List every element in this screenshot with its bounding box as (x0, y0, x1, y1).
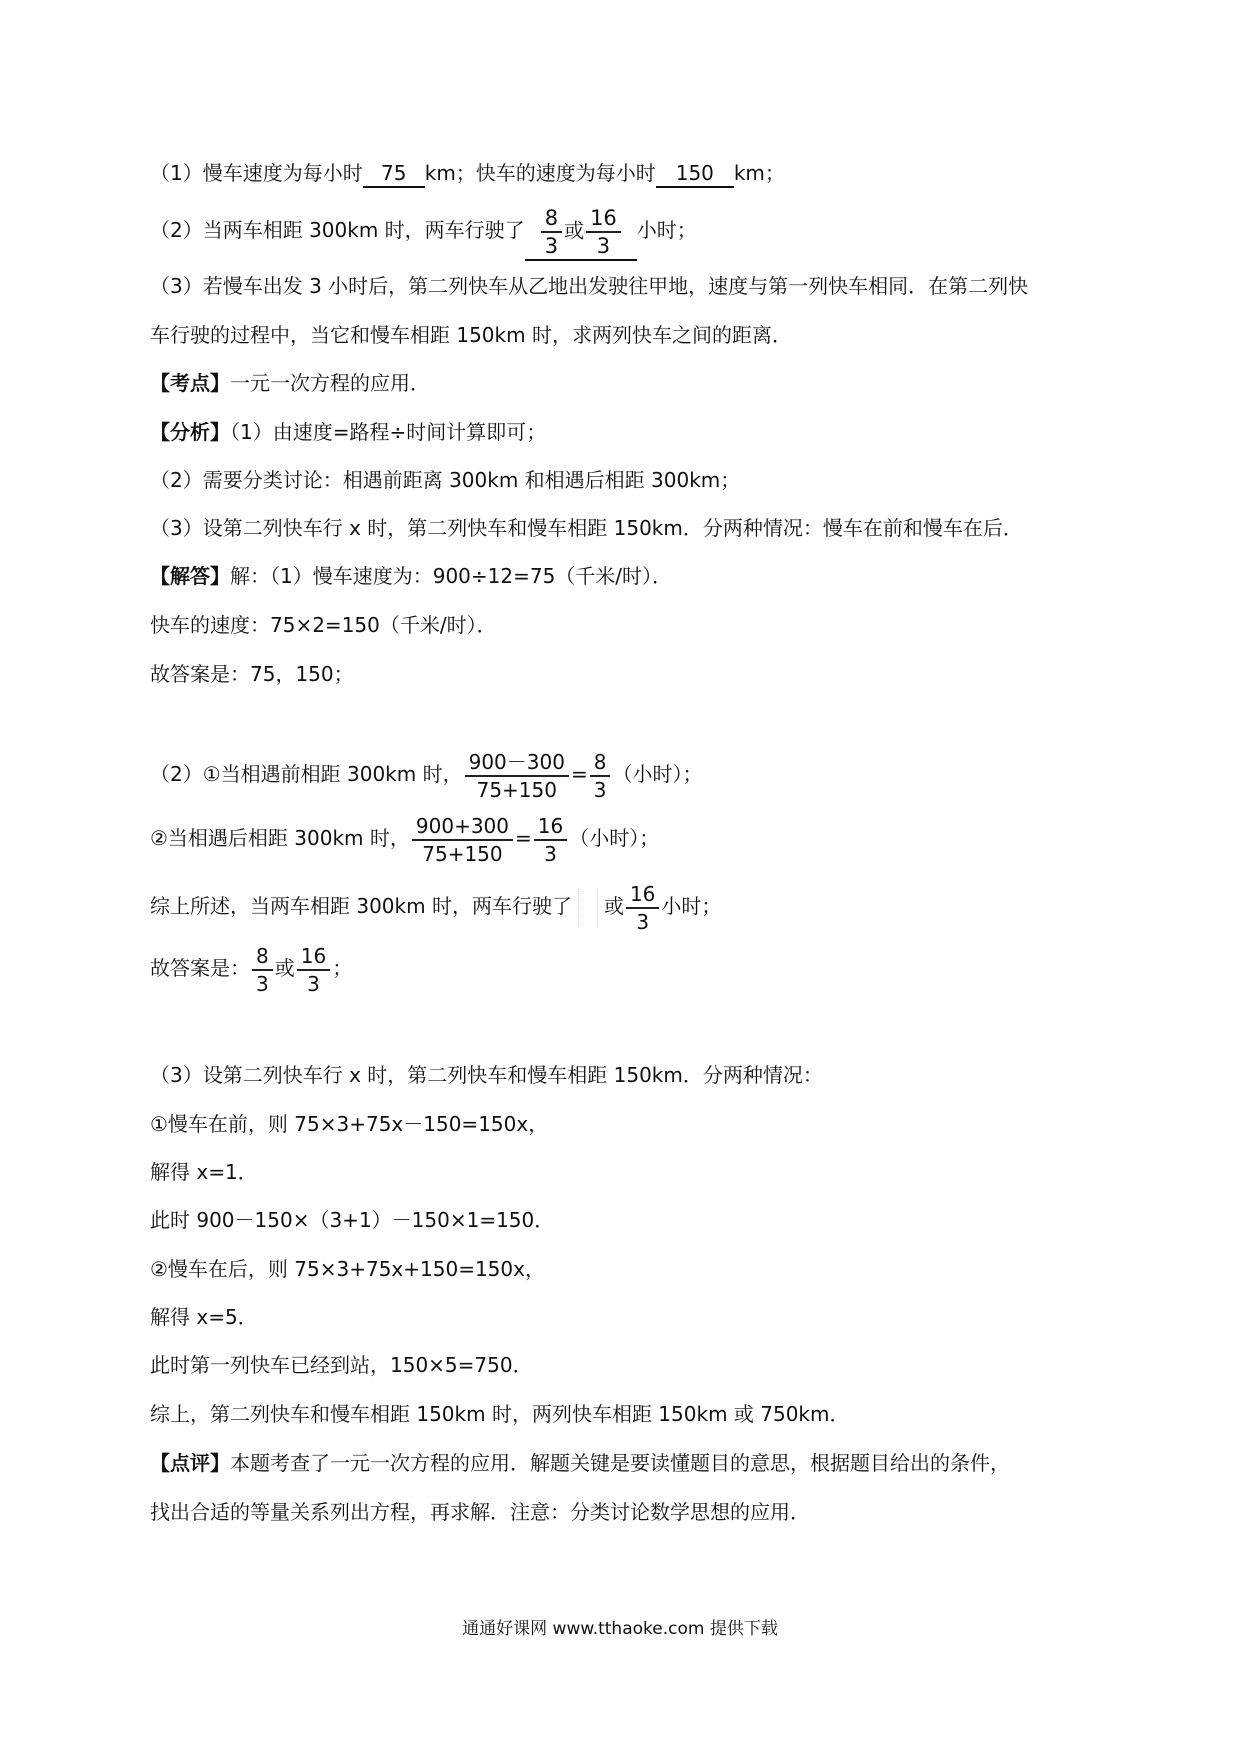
part3-line-2: ①慢车在前，则 75×3+75x－150=150x， (150, 1112, 549, 1136)
part3-line-7: 此时第一列快车已经到站，150×5=750． (150, 1353, 533, 1377)
question-1 (150, 158, 785, 188)
part2-a-suffix: （小时）； (612, 762, 703, 786)
question-3-line-2: 车行驶的过程中，当它和慢车相距 150km 时，求两列快车之间的距离． (150, 323, 792, 347)
dianping-line-2: 找出合适的等量关系列出方程，再求解．注意：分类讨论数学思想的应用． (150, 1500, 810, 1524)
part3-line-8: 综上，第二列快车和慢车相距 150km 时，两列快车相距 150km 或 750km． (150, 1402, 850, 1426)
q2-answer-blank (525, 205, 637, 261)
part2-a-equals: = (570, 762, 588, 786)
q1-middle: km；快车的速度为每小时 (424, 161, 656, 185)
footer-source: 通通好课网 www.tthaoke.com 提供下载 (462, 1619, 778, 1639)
q2-fraction-8-3: $\frac{8}{3}$ (541, 205, 562, 259)
part2-c-fraction: $\frac{16}{3}$ (626, 881, 659, 935)
part2-d-prefix: 故答案是： (150, 956, 250, 980)
q1-suffix: km； (733, 161, 785, 185)
part2-c-or: 或 (603, 894, 624, 918)
dianping-text-1: 本题考查了一元一次方程的应用．解题关键是要读懂题目的意思，根据题目给出的条件， (230, 1451, 1010, 1475)
part2-line-a (150, 746, 702, 803)
part3-line-3: 解得 x=1． (150, 1160, 258, 1184)
part2-b-fraction: $\frac{900+300}{75+150}$ (412, 813, 513, 867)
part2-line-b (150, 810, 659, 867)
q2-prefix: （2）当两车相距 300km 时，两车行驶了 (150, 218, 525, 242)
jieda-line-3: 故答案是：75，150； (150, 662, 354, 686)
part2-b-result: $\frac{16}{3}$ (534, 813, 567, 867)
fenxi-line-1 (150, 417, 546, 447)
q2-or: 或 (564, 218, 585, 242)
part2-d-fraction-1: $\frac{8}{3}$ (252, 943, 273, 997)
kaodian-text: 一元一次方程的应用． (230, 371, 430, 395)
jieda-tag: 【解答】 (150, 564, 230, 588)
jieda-line-2: 快车的速度：75×2=150（千米/时）． (150, 613, 497, 637)
dianping-tag: 【点评】 (150, 1451, 230, 1475)
fenxi-tag: 【分析】 (150, 420, 230, 444)
part2-d-fraction-2: $\frac{16}{3}$ (297, 943, 330, 997)
kaodian (150, 368, 430, 398)
part2-line-c (150, 878, 721, 935)
part2-b-prefix: ②当相遇后相距 300km 时， (150, 826, 410, 850)
part2-b-suffix: （小时）； (569, 826, 660, 850)
kaodian-tag: 【考点】 (150, 371, 230, 395)
part2-c-prefix: 综上所述，当两车相距 300km 时，两车行驶了 (150, 894, 572, 918)
part2-d-suffix: ； (332, 956, 353, 980)
part2-d-or: 或 (274, 956, 295, 980)
part2-a-result: $\frac{8}{3}$ (590, 749, 611, 803)
question-3-line-1: （3）若慢车出发 3 小时后，第二列快车从乙地出发驶往甲地，速度与第一列快车相同．在第二列快 (150, 274, 1029, 298)
question-2 (150, 202, 697, 261)
part3-line-6: 解得 x=5． (150, 1305, 258, 1329)
q1-answer-slow-speed: 75 (363, 160, 425, 188)
part3-line-4: 此时 900－150×（3+1）－150×1=150． (150, 1208, 555, 1232)
part2-c-suffix: 小时； (661, 894, 722, 918)
part2-line-d (150, 940, 352, 997)
dianping-line-1 (150, 1448, 1010, 1478)
q1-prefix: （1）慢车速度为每小时 (150, 161, 363, 185)
q2-fraction-16-3: $\frac{16}{3}$ (586, 205, 621, 259)
fenxi-line-3: （3）设第二列快车行 x 时，第二列快车和慢车相距 150km．分两种情况：慢车在前和慢车在后． (150, 516, 1023, 540)
part2-b-equals: = (515, 826, 532, 850)
part3-line-1: （3）设第二列快车行 x 时，第二列快车和慢车相距 150km．分两种情况： (150, 1063, 823, 1087)
fenxi-line-2: （2）需要分类讨论：相遇前距离 300km 和相遇后相距 300km； (150, 468, 741, 492)
fenxi-text-1: （1）由速度=路程÷时间计算即可； (230, 420, 547, 444)
jieda-text-1: 解：（1）慢车速度为：900÷12=75（千米/时）． (230, 564, 673, 588)
part3-line-5: ②慢车在后，则 75×3+75x+150=150x， (150, 1257, 545, 1281)
part2-a-prefix: （2）①当相遇前相距 300km 时， (150, 762, 463, 786)
q2-suffix: 小时； (636, 218, 697, 242)
faded-fraction-placeholder (578, 888, 598, 928)
q1-answer-fast-speed: 150 (656, 160, 734, 188)
part2-a-fraction: $\frac{900-300}{75+150}$ (465, 749, 569, 803)
jieda-line-1 (150, 561, 672, 591)
